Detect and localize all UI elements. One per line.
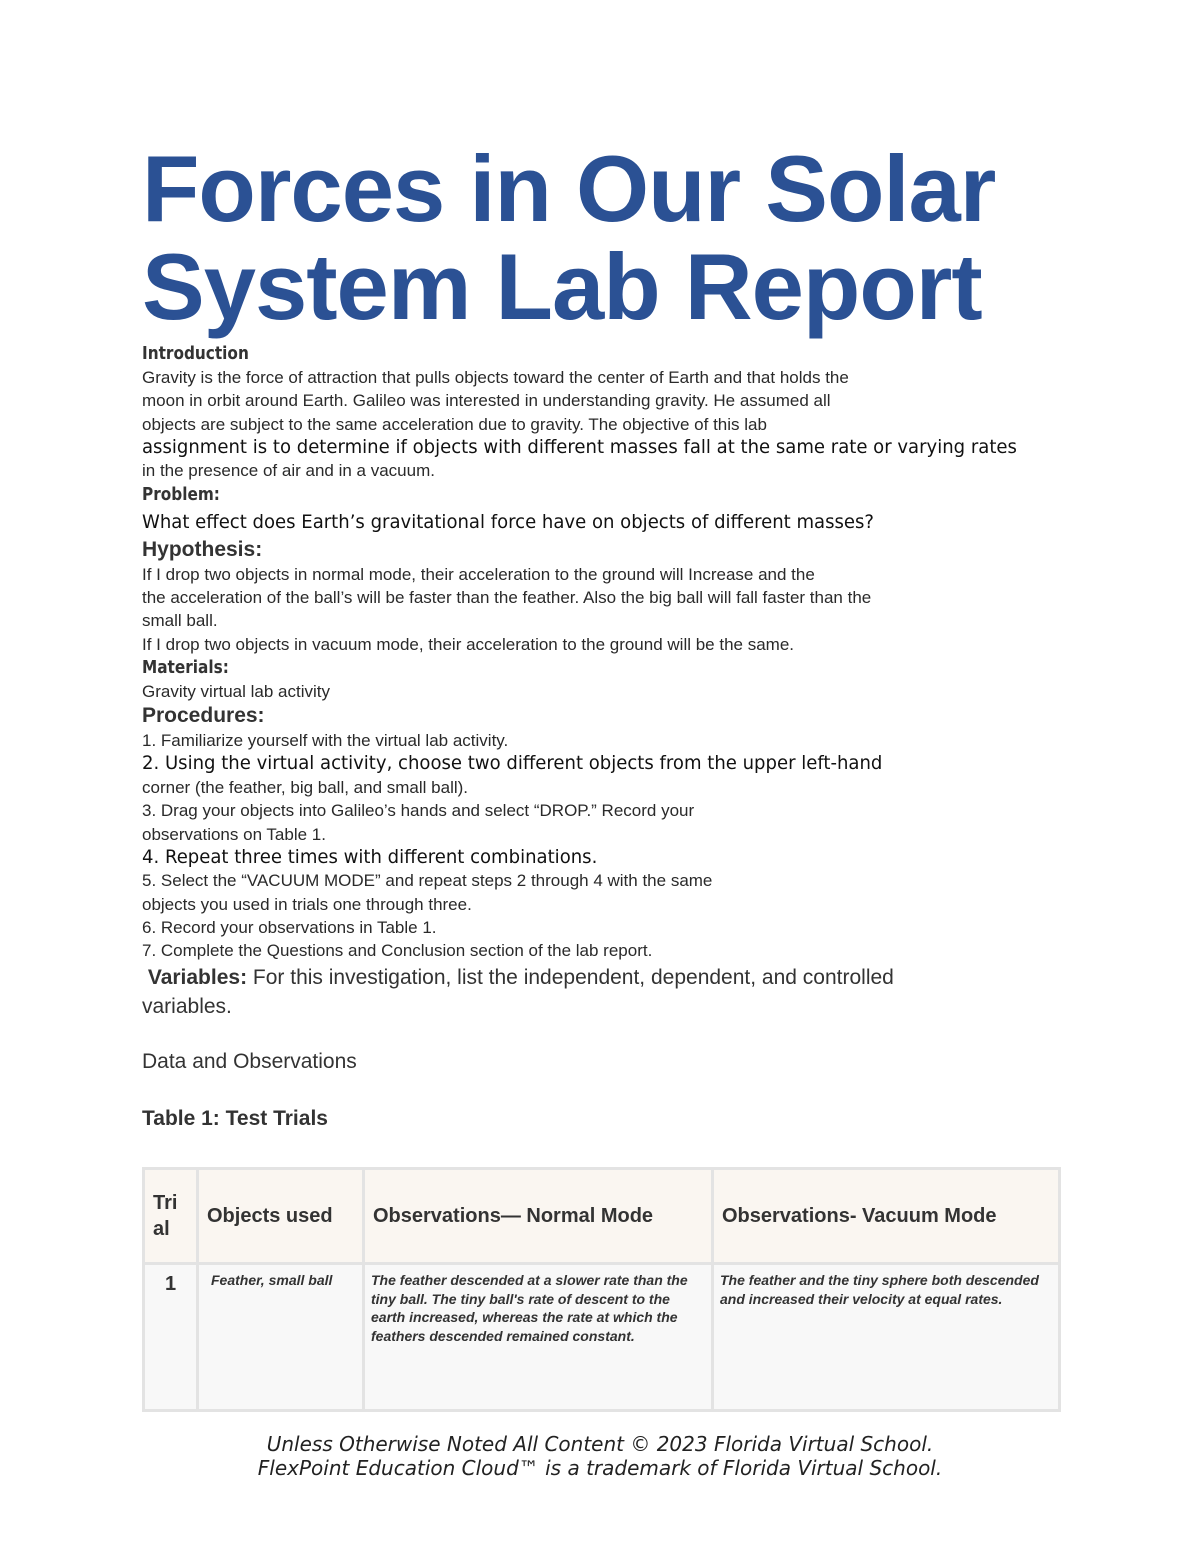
page-title-line-1: Forces in Our Solar — [142, 136, 996, 241]
introduction-line: Gravity is the force of attraction that pulls objects toward the center of Earth and that holds the — [142, 368, 849, 387]
page-title — [142, 136, 1142, 339]
trial-number-cell: 1 — [144, 1264, 198, 1411]
hypothesis-line: small ball. — [142, 611, 218, 631]
vacuum-mode-column-header: Observations- Vacuum Mode — [713, 1169, 1060, 1264]
procedure-step: corner (the feather, big ball, and small ball). — [142, 777, 469, 797]
introduction-line: objects are subject to the same acceleration due to gravity. The objective of this lab — [142, 414, 767, 434]
procedure-step: 4. Repeat three times with different combinations. — [142, 845, 598, 868]
table-header-row — [144, 1169, 1060, 1264]
introduction-line: assignment is to determine if objects with different masses fall at the same rate or varying rates — [142, 435, 1017, 458]
copyright-footer — [0, 1432, 1200, 1480]
procedure-step: 2. Using the virtual activity, choose two different objects from the upper left-hand — [142, 752, 883, 775]
procedure-step: 1. Familiarize yourself with the virtual lab activity. — [142, 731, 509, 751]
table-row — [144, 1264, 1060, 1411]
procedure-step: objects you used in trials one through three. — [142, 894, 472, 914]
objects-column-header: Objects used — [198, 1169, 364, 1264]
procedure-step: 6. Record your observations in Table 1. — [142, 917, 437, 937]
normal-mode-cell: The feather descended at a slower rate than the tiny ball. The tiny ball's rate of descent to the earth increased, whereas the rate at which the feathers descended remained constant. — [364, 1264, 713, 1411]
test-trials-table — [142, 1167, 1061, 1412]
materials-text: Gravity virtual lab activity — [142, 681, 330, 701]
footer-line-1: Unless Otherwise Noted All Content © 2023 Florida Virtual School. — [266, 1432, 934, 1456]
problem-heading: Problem: — [142, 483, 220, 505]
data-observations-heading: Data and Observations — [142, 1049, 357, 1073]
footer-line-2: FlexPoint Education Cloud™ is a trademark of Florida Virtual School. — [257, 1456, 943, 1480]
variables-text: For this investigation, list the independent, dependent, and controlled — [247, 965, 894, 989]
trial-header-line: al — [153, 1218, 170, 1240]
procedure-step: observations on Table 1. — [142, 824, 326, 844]
hypothesis-line: the acceleration of the ball’s will be faster than the feather. Also the big ball will fall faster than the — [142, 587, 872, 607]
procedure-step: 5. Select the “VACUUM MODE” and repeat steps 2 through 4 with the same — [142, 871, 713, 891]
procedure-step: 7. Complete the Questions and Conclusion section of the lab report. — [142, 941, 653, 961]
trial-column-header — [144, 1169, 198, 1264]
report-body — [142, 342, 1072, 1132]
hypothesis-heading: Hypothesis: — [142, 537, 263, 561]
variables-line: variables. — [142, 994, 232, 1018]
introduction-line: in the presence of air and in a vacuum. — [142, 461, 435, 481]
introduction-heading: Introduction — [142, 343, 249, 364]
hypothesis-line: If I drop two objects in vacuum mode, their acceleration to the ground will be the same. — [142, 634, 795, 654]
variables-label: Variables: — [147, 965, 248, 989]
variables-line — [142, 963, 1072, 992]
problem-text: What effect does Earth’s gravitational force have on objects of different masses? — [142, 510, 875, 533]
procedures-heading: Procedures: — [142, 704, 265, 728]
trial-header-line: Tri — [153, 1192, 178, 1214]
introduction-line: moon in orbit around Earth. Galileo was interested in understanding gravity. He assumed all — [142, 391, 831, 411]
normal-mode-column-header: Observations— Normal Mode — [364, 1169, 713, 1264]
materials-heading: Materials: — [142, 656, 229, 678]
vacuum-mode-cell: The feather and the tiny sphere both descended and increased their velocity at equal rates. — [713, 1264, 1060, 1411]
objects-cell: Feather, small ball — [198, 1264, 364, 1411]
page-title-line-2: System Lab Report — [142, 234, 982, 339]
table-title: Table 1: Test Trials — [142, 1106, 328, 1130]
hypothesis-line: If I drop two objects in normal mode, their acceleration to the ground will Increase and the — [142, 564, 815, 584]
procedure-step: 3. Drag your objects into Galileo’s hands and select “DROP.” Record your — [142, 801, 695, 821]
